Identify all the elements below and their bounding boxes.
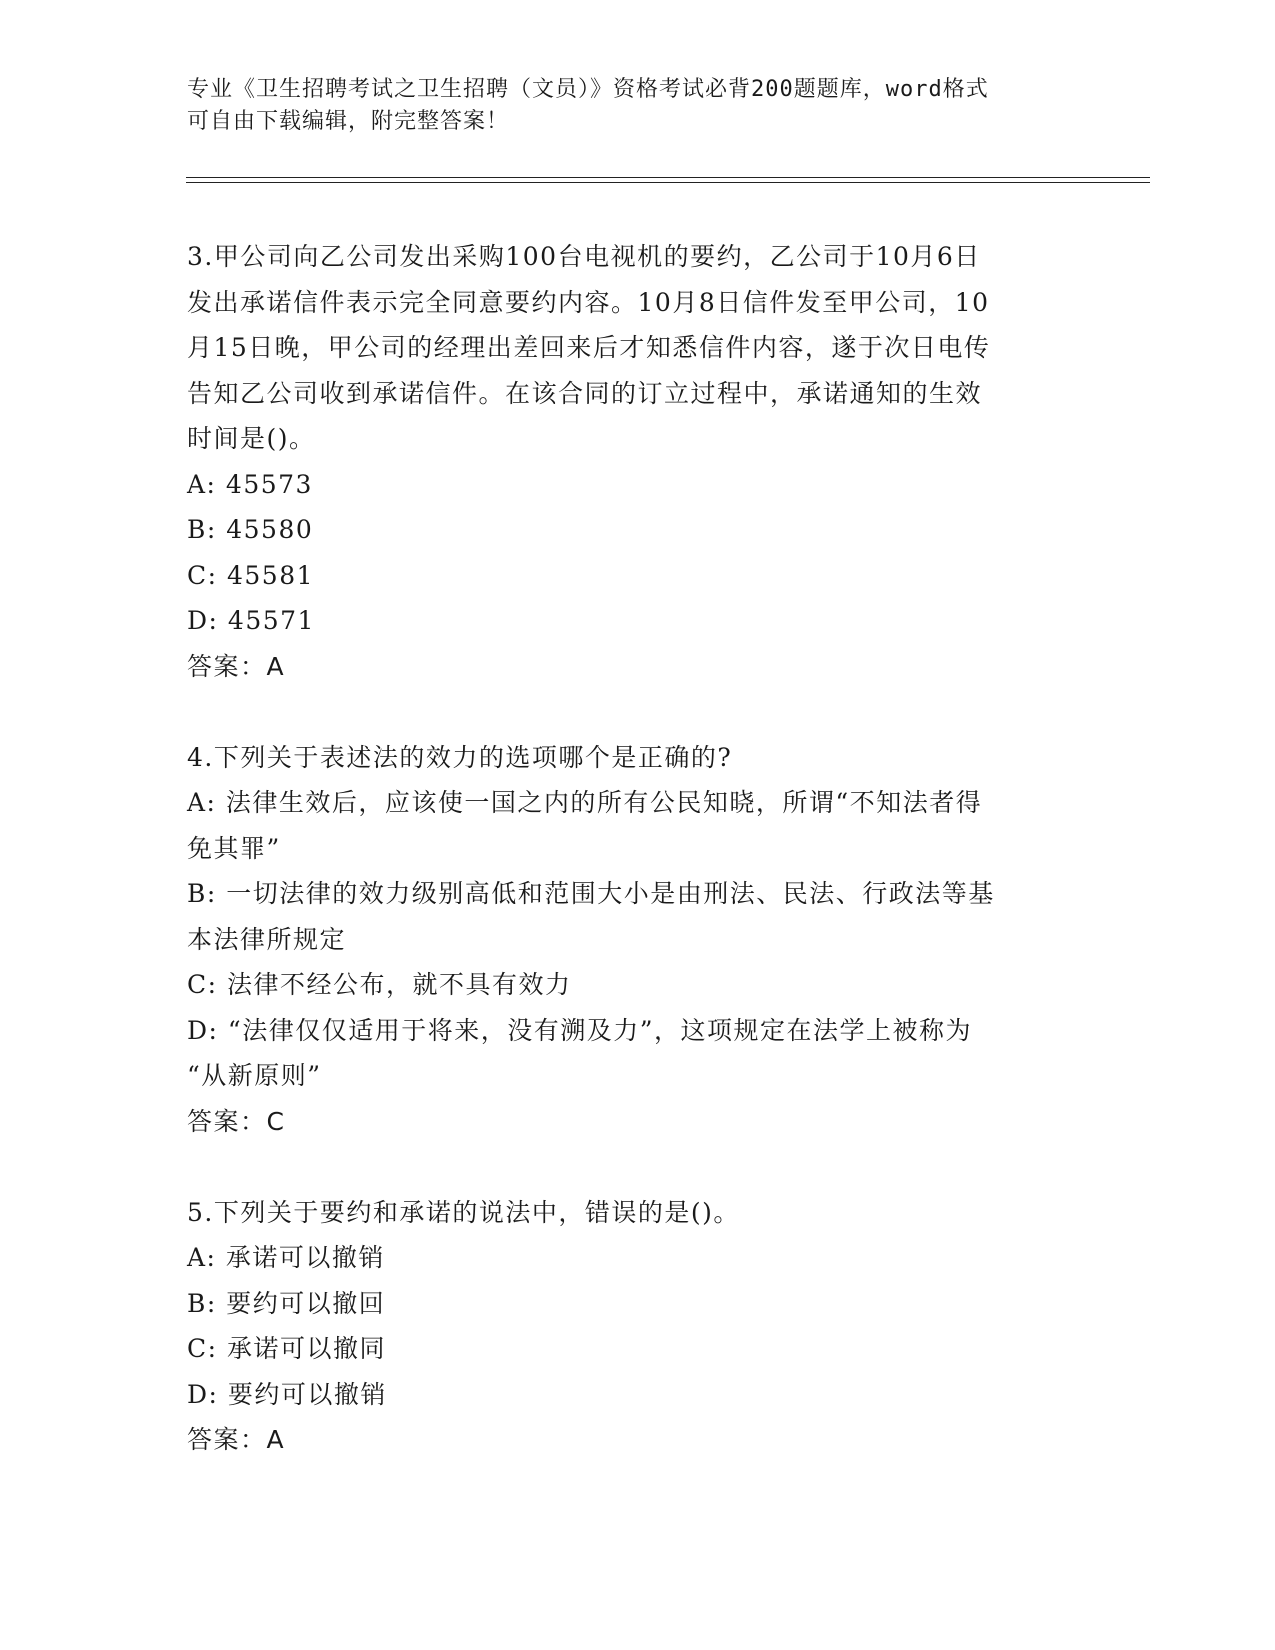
answer: 答案：C — [187, 1106, 286, 1136]
question-text: 告知乙公司收到承诺信件。在该合同的订立过程中，承诺通知的生效 — [187, 378, 983, 408]
question-text: 时间是()。 — [187, 424, 316, 453]
answer: 答案：A — [187, 651, 286, 681]
question-text: 4.下列关于表述法的效力的选项哪个是正确的? — [187, 742, 733, 772]
option-a: A: 承诺可以撤销 — [187, 1243, 385, 1272]
header-line: 专业《卫生招聘考试之卫生招聘（文员）》资格考试必背200题题库，word格式 — [187, 77, 989, 102]
header-divider — [186, 177, 1150, 178]
option-c: C: 法律不经公布，就不具有效力 — [187, 970, 572, 999]
question-spacer — [187, 1144, 1087, 1190]
option-a: A: 45573 — [187, 469, 313, 499]
question-text: 发出承诺信件表示完全同意要约内容。10月8日信件发至甲公司，10 — [187, 287, 990, 317]
question-4 — [187, 735, 1087, 1145]
option-b: B: 45580 — [187, 515, 314, 544]
option-b-cont: 本法律所规定 — [187, 924, 347, 954]
header-line: 可自由下载编辑，附完整答案！ — [187, 109, 510, 134]
document-header — [187, 74, 1067, 138]
option-c: C: 45581 — [187, 560, 315, 590]
option-a: A: 法律生效后，应该使一国之内的所有公民知晓，所谓“不知法者得 — [187, 788, 983, 817]
option-d: D: 要约可以撤销 — [187, 1379, 387, 1409]
question-3 — [187, 234, 1087, 689]
option-d: D: 45571 — [187, 606, 315, 635]
option-d-cont: “从新原则” — [187, 1061, 322, 1090]
question-text: 5.下列关于要约和承诺的说法中，错误的是()。 — [187, 1197, 740, 1227]
header-divider — [186, 182, 1150, 183]
question-spacer — [187, 689, 1087, 735]
option-d: D: “法律仅仅适用于将来，没有溯及力”，这项规定在法学上被称为 — [187, 1015, 972, 1045]
answer: 答案：A — [187, 1425, 286, 1454]
option-a-cont: 免其罪” — [187, 833, 281, 863]
option-b: B: 要约可以撤回 — [187, 1288, 386, 1318]
question-text: 月15日晚，甲公司的经理出差回来后才知悉信件内容，遂于次日电传 — [187, 333, 991, 362]
option-b: B: 一切法律的效力级别高低和范围大小是由刑法、民法、行政法等基 — [187, 879, 995, 908]
question-5 — [187, 1190, 1087, 1463]
question-list — [187, 234, 1087, 1463]
question-text: 3.甲公司向乙公司发出采购100台电视机的要约，乙公司于10月6日 — [187, 242, 981, 271]
option-c: C: 承诺可以撤同 — [187, 1334, 386, 1363]
